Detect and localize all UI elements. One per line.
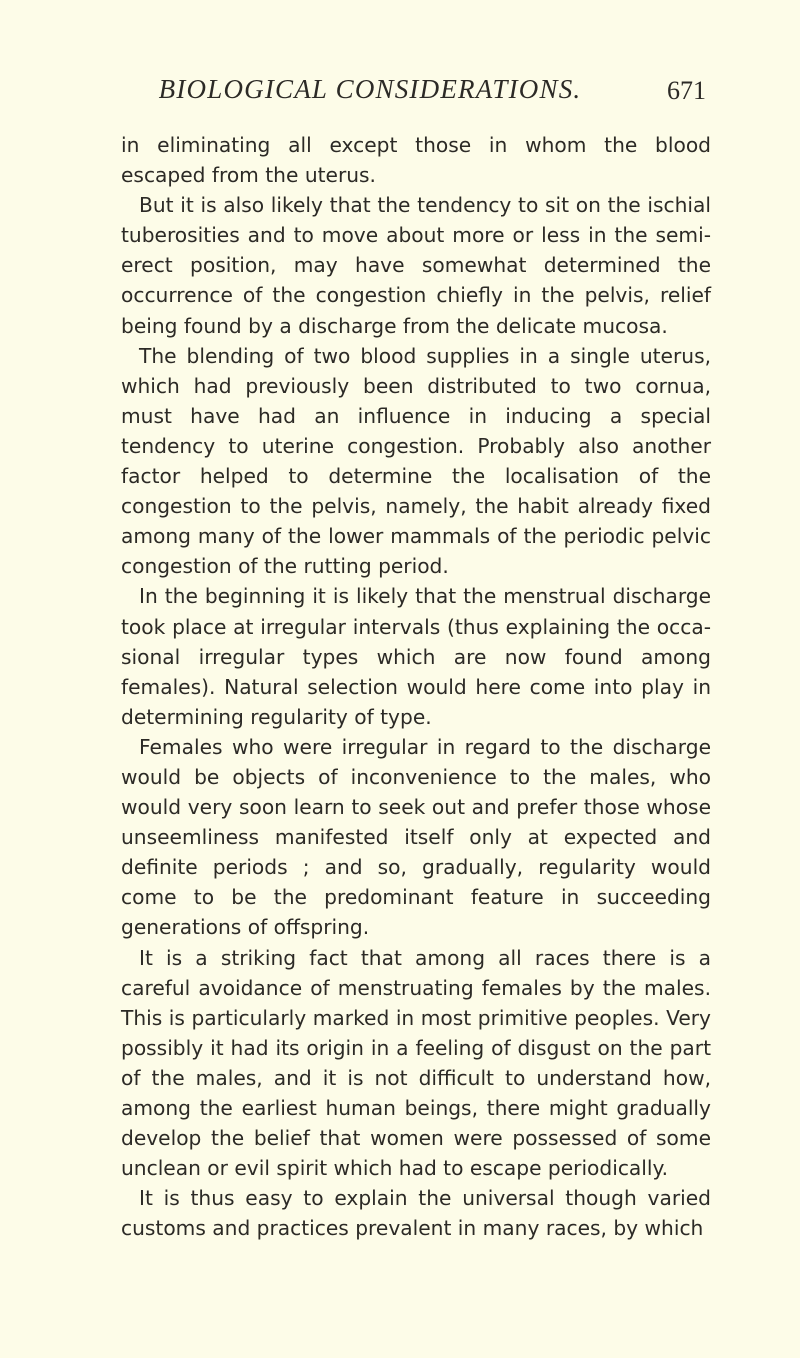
paragraph: It is a striking fact that among all races there is a careful avoidance of menstruating females by the males. This is particularly marked in most primitive peoples. Very possibly it had its origin in a feeling of disgust on the part of the males, and it is not difficult to understand how, among the earliest human beings, there might gradually develop the belief that women were possessed of some unclean or evil spirit which had to escape periodically. [121, 945, 711, 1181]
paragraph-continued: in eliminating all except those in whom the blood escaped from the uterus. [121, 133, 711, 188]
running-title: BIOLOGICAL CONSIDERATIONS. [158, 74, 582, 104]
paragraph: It is thus easy to explain the universal though varied customs and practices prevalent in many races, by which [121, 1186, 711, 1241]
running-head [0, 74, 800, 114]
body-text [121, 130, 711, 1243]
paragraph: In the beginning it is likely that the menstrual discharge took place at irregular intervals (thus explaining the occasional irregular types which are now found among females). Natural selection would here come into play in determining regularity of type. [121, 584, 711, 729]
page-number: 671 [667, 76, 706, 105]
paragraph: Females who were irregular in regard to the discharge would be objects of inconvenience to the males, who would very soon learn to seek out and prefer those whose unseemliness manifested itself only at expected and definite periods ; and so, gradually, regularity would come to be the predominant feature in succeeding generations of offspring. [121, 734, 711, 940]
paragraph: The blending of two blood supplies in a single uterus, which had previously been distributed to two cornua, must have had an influence in inducing a special tendency to uterine congestion. Probably also another factor helped to determine the localisation of the congestion to the pelvis, namely, the habit already fixed among many of the lower mammals of the periodic pelvic congestion of the rutting period. [121, 343, 711, 579]
paragraph: But it is also likely that the tendency to sit on the ischial tuberosities and to move about more or less in the semi-erect position, may have somewhat determined the occurrence of the congestion chiefly in the pelvis, relief being found by a discharge from the delicate mucosa. [121, 193, 711, 338]
